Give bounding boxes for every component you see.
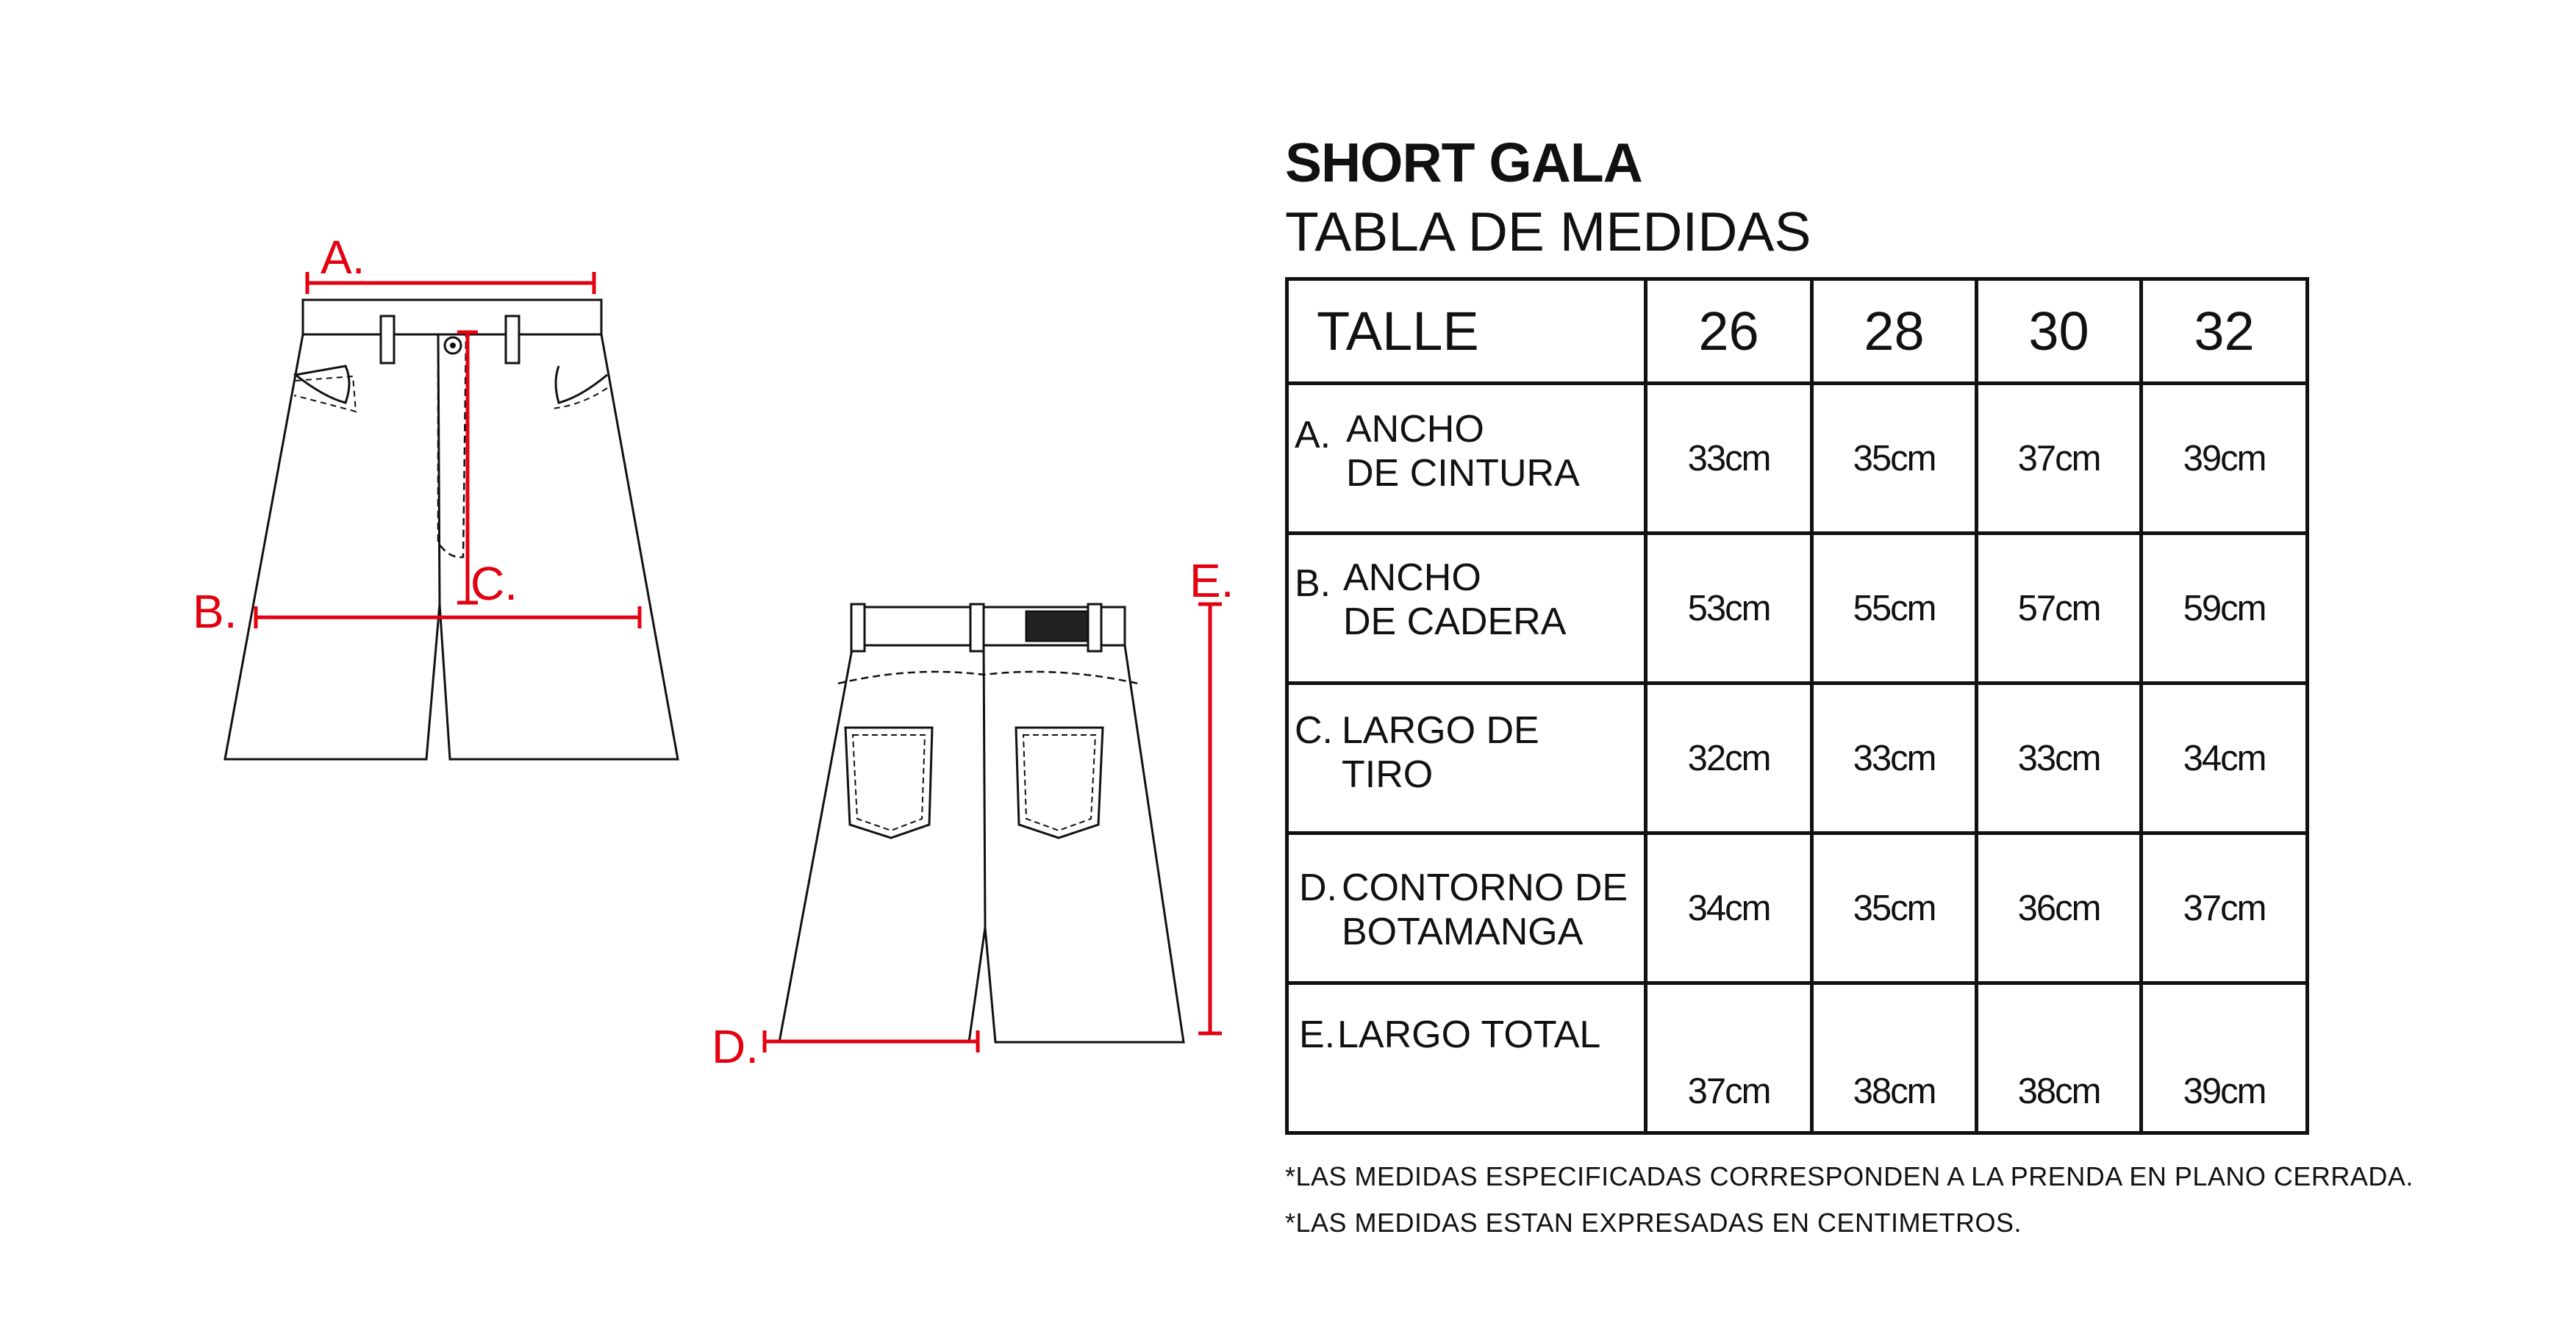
table-cell: 33cm [1812,684,1977,833]
row-letter: B. [1295,562,1331,605]
row-name: LARGO TOTAL [1337,1014,1601,1056]
table-cell: 53cm [1646,534,1812,684]
row-label [1287,534,1646,684]
row-letter: C. [1295,709,1333,752]
table-row [1287,833,2308,983]
size-table [1285,277,2309,1135]
table-cell: 59cm [2142,534,2308,684]
row-letter: A. [1295,414,1331,456]
row-name: CONTORNO DE BOTAMANGA [1342,867,1628,953]
table-cell: 55cm [1812,534,1977,684]
header-size: 32 [2142,279,2308,384]
row-label [1287,983,1646,1133]
product-title: SHORT GALA [1285,132,1642,193]
row-letter: E. [1299,1014,1336,1056]
row-label [1287,684,1646,833]
measure-d-label: D. [712,1020,759,1073]
table-cell: 39cm [2142,983,2308,1133]
row-label [1287,833,1646,983]
header-size: 28 [1812,279,1977,384]
table-cell: 34cm [2142,684,2308,833]
table-cell: 32cm [1646,684,1812,833]
table-row [1287,384,2308,534]
table-cell: 37cm [2142,833,2308,983]
table-header-row [1287,279,2308,384]
table-cell: 39cm [2142,384,2308,534]
table-cell: 35cm [1812,384,1977,534]
header-talle: TALLE [1287,279,1646,384]
table-cell: 33cm [1646,384,1812,534]
table-cell: 34cm [1646,833,1812,983]
back-shorts-drawing [779,604,1184,1042]
table-cell: 37cm [1646,983,1812,1133]
row-letter: D. [1299,867,1337,909]
row-name: ANCHO DE CINTURA [1346,408,1580,495]
row-label [1287,384,1646,534]
table-cell: 38cm [1977,983,2142,1133]
measure-b-label: B. [193,585,237,638]
measure-a-label: A. [321,231,365,284]
header-size: 26 [1646,279,1812,384]
table-cell: 57cm [1977,534,2142,684]
table-cell: 33cm [1977,684,2142,833]
measure-e-label: E. [1189,554,1234,607]
front-shorts-drawing [225,300,678,759]
measure-e-line [1198,604,1222,1033]
page-subtitle: TABLA DE MEDIDAS [1285,201,1811,262]
footnote-units: *LAS MEDIDAS ESTAN EXPRESADAS EN CENTIMETROS. [1285,1208,2022,1238]
table-row [1287,534,2308,684]
measure-c-label: C. [471,557,518,610]
table-cell: 36cm [1977,833,2142,983]
footnote-flat-measure: *LAS MEDIDAS ESPECIFICADAS CORRESPONDEN A LA PRENDA EN PLANO CERRADA. [1285,1161,2414,1191]
header-size: 30 [1977,279,2142,384]
table-cell: 37cm [1977,384,2142,534]
table-row [1287,983,2308,1133]
table-row [1287,684,2308,833]
table-cell: 38cm [1812,983,1977,1133]
table-cell: 35cm [1812,833,1977,983]
row-name: LARGO DE TIRO [1342,709,1539,796]
row-name: ANCHO DE CADERA [1343,556,1567,643]
